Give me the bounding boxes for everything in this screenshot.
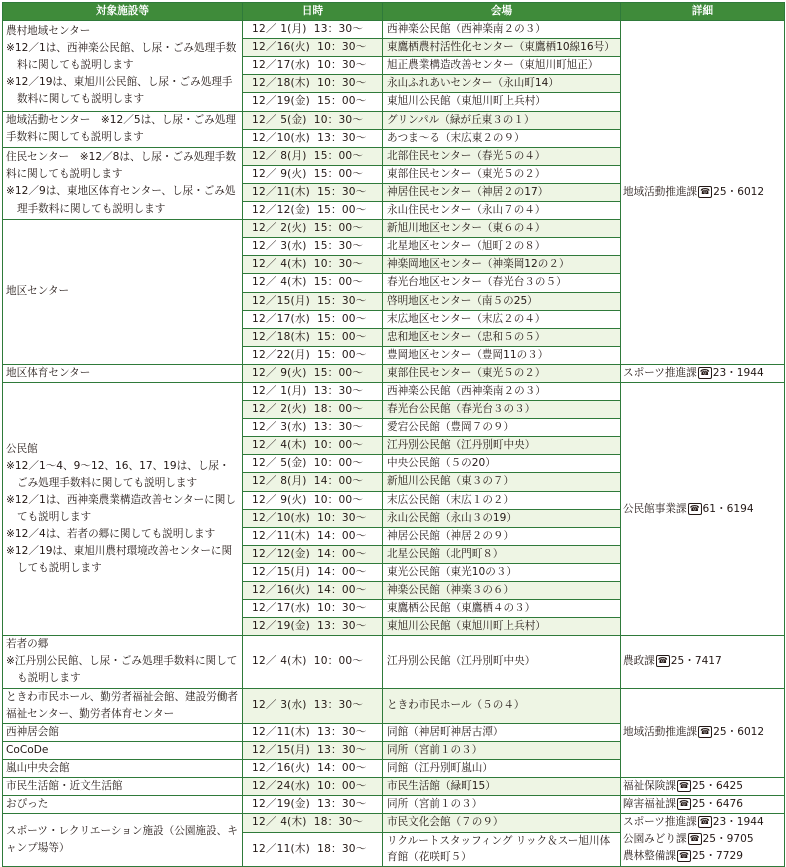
- datetime-cell: [243, 419, 383, 437]
- venue-cell: 市民文化会館（７の９）: [383, 814, 621, 833]
- detail-line: 農林整備課 ☎ 25・7729: [623, 850, 743, 863]
- facility-line: ※12／4は、若者の郷に関しても説明します: [6, 528, 216, 541]
- facility-line: 地区体育センター: [6, 366, 91, 379]
- time-text: 15：00～: [317, 312, 367, 325]
- time-text: 15：00～: [317, 348, 367, 361]
- time-text: 10：00～: [313, 439, 364, 452]
- datetime-cell: [243, 183, 383, 201]
- header-row: [3, 3, 785, 21]
- facility-line: ※12／19は、東旭川公民館、し尿・ごみ処理手数料に関しても説明します: [6, 76, 233, 106]
- phone-icon: ☎: [699, 817, 710, 827]
- datetime-cell: [243, 57, 383, 75]
- time-text: 10：30～: [317, 602, 367, 615]
- venue-cell: 春光台地区センター（春光台３の５）: [383, 274, 621, 292]
- phone-icon: ☎: [678, 781, 689, 791]
- header-datetime: 日時: [243, 3, 383, 21]
- date-text: 12／ 4(木): [252, 276, 307, 289]
- venue-cell: 末広公民館（末広１の２）: [383, 491, 621, 509]
- table-row: [3, 636, 785, 688]
- facility-line: 住民センター ※12／8は、し尿・ごみ処理手数料に関しても説明します: [6, 151, 236, 181]
- time-text: 15：00～: [317, 95, 367, 108]
- facility-cell: [3, 778, 243, 796]
- facility-cell: [3, 382, 243, 635]
- date-text: 12／ 5(金): [252, 457, 307, 470]
- phone-icon: ☎: [678, 799, 689, 809]
- time-text: 15：30～: [317, 294, 367, 307]
- venue-cell: 新旭川地区センター（東６の４）: [383, 220, 621, 238]
- datetime-cell: [243, 778, 383, 796]
- facility-cell: [3, 759, 243, 777]
- date-text: 12／15(月): [252, 743, 311, 756]
- datetime-cell: [243, 527, 383, 545]
- venue-cell: 北星公民館（北門町８）: [383, 545, 621, 563]
- time-text: 13：30～: [317, 743, 367, 756]
- date-text: 12／24(水): [252, 780, 311, 793]
- datetime-cell: [243, 310, 383, 328]
- datetime-cell: [243, 21, 383, 39]
- date-text: 12／16(火): [252, 584, 311, 596]
- detail-line: スポーツ推進課 ☎ 23・1944: [623, 816, 764, 829]
- venue-cell: 東部住民センター（東光５の２）: [383, 364, 621, 382]
- facility-line: 農村地域センター: [6, 25, 91, 38]
- date-text: 12／18(木): [252, 330, 311, 343]
- detail-cell: 公民館事業課 ☎ 61・6194: [621, 382, 785, 635]
- datetime-cell: [243, 455, 383, 473]
- venue-cell: 西神楽公民館（西神楽南２の３）: [383, 382, 621, 400]
- time-text: 14：00～: [313, 475, 364, 488]
- date-text: 12／19(金): [252, 620, 311, 633]
- venue-cell: 同所（宮前１の３）: [383, 741, 621, 759]
- table-row: [3, 21, 785, 39]
- facility-line: 若者の郷: [6, 638, 49, 651]
- datetime-cell: [243, 39, 383, 57]
- date-text: 12／17(水): [252, 602, 311, 615]
- date-text: 12／16(火): [252, 41, 311, 54]
- date-text: 12／ 9(火): [252, 493, 307, 506]
- time-text: 15：30～: [317, 185, 367, 198]
- venue-cell: 同館（神居町神居古潭）: [383, 723, 621, 741]
- time-text: 14：00～: [317, 565, 367, 578]
- venue-cell: 西神楽公民館（西神楽南２の３）: [383, 21, 621, 39]
- detail-cell: 地域活動推進課 ☎ 25・6012: [621, 21, 785, 365]
- facility-cell: [3, 723, 243, 741]
- venue-cell: 愛宕公民館（豊岡７の９）: [383, 419, 621, 437]
- date-text: 12／11(木): [252, 842, 311, 855]
- venue-cell: 中央公民館（５の20）: [383, 455, 621, 473]
- facility-line: 嵐山中央会館: [6, 761, 70, 774]
- facility-line: 公民館: [6, 442, 38, 455]
- date-text: 12／12(金): [252, 547, 311, 560]
- time-text: 13：30～: [313, 23, 364, 36]
- venue-cell: 江丹別公民館（江丹別町中央）: [383, 437, 621, 455]
- time-text: 15：00～: [313, 222, 364, 235]
- datetime-cell: [243, 796, 383, 814]
- venue-cell: 永山住民センター（永山７の４）: [383, 202, 621, 220]
- venue-cell: 永山ふれあいセンター（永山町14）: [383, 75, 621, 93]
- venue-cell: 東旭川公民館（東旭川町上兵村）: [383, 618, 621, 636]
- facility-line: おぴった: [6, 798, 49, 811]
- venue-cell: 春光台公民館（春光台３の３）: [383, 401, 621, 419]
- facility-cell: [3, 796, 243, 814]
- date-text: 12／ 4(木): [252, 655, 307, 668]
- venue-cell: 新旭川公民館（東３の７）: [383, 473, 621, 491]
- venue-cell: 東光公民館（東光10の３）: [383, 563, 621, 581]
- date-text: 12／22(月): [252, 348, 311, 361]
- venue-cell: 啓明地区センター（南５の25）: [383, 292, 621, 310]
- time-text: 10：30～: [313, 258, 364, 271]
- date-text: 12／ 5(金): [252, 113, 307, 126]
- date-text: 12／ 4(木): [252, 439, 307, 452]
- time-text: 18：30～: [313, 816, 364, 829]
- time-text: 13：30～: [317, 725, 367, 738]
- venue-cell: 旭正農業構造改善センター（東旭川町旭正）: [383, 57, 621, 75]
- time-text: 10：30～: [317, 41, 367, 54]
- venue-cell: 末広地区センター（末広２の４）: [383, 310, 621, 328]
- datetime-cell: [243, 473, 383, 491]
- date-text: 12／15(月): [252, 565, 311, 578]
- venue-cell: 東旭川公民館（東旭川町上兵村）: [383, 93, 621, 111]
- venue-cell: リクルートスタッフィング リック＆スー旭川体育館（花咲町５）: [383, 832, 621, 866]
- phone-icon: ☎: [689, 503, 700, 513]
- date-text: 12／17(水): [252, 312, 311, 325]
- date-text: 12／ 2(火): [252, 403, 307, 416]
- datetime-cell: [243, 832, 383, 866]
- datetime-cell: [243, 111, 383, 129]
- header-venue: 会場: [383, 3, 621, 21]
- facility-cell: [3, 111, 243, 147]
- time-text: 18：00～: [313, 403, 364, 416]
- date-text: 12／ 9(火): [252, 167, 307, 180]
- facility-cell: [3, 636, 243, 688]
- datetime-cell: [243, 292, 383, 310]
- header-facility: 対象施設等: [3, 3, 243, 21]
- time-text: 18：30～: [317, 842, 367, 855]
- time-text: 14：00～: [317, 547, 367, 560]
- time-text: 10：30～: [317, 77, 367, 90]
- facility-line: 西神居会館: [6, 725, 59, 738]
- date-text: 12／15(月): [252, 294, 311, 307]
- time-text: 15：00～: [313, 149, 364, 162]
- facility-line: 地域活動センター ※12／5は、し尿・ごみ処理手数料に関しても説明します: [6, 114, 236, 144]
- datetime-cell: [243, 93, 383, 111]
- time-text: 13：30～: [317, 131, 367, 144]
- date-text: 12／ 1(月): [252, 23, 307, 36]
- venue-cell: 神居住民センター（神居２の17）: [383, 183, 621, 201]
- header-detail: 詳細: [621, 3, 785, 21]
- datetime-cell: [243, 741, 383, 759]
- venue-cell: ときわ市民ホール（５の４）: [383, 688, 621, 723]
- date-text: 12／11(木): [252, 725, 311, 738]
- phone-icon: ☎: [657, 656, 668, 666]
- detail-cell: [621, 814, 785, 866]
- detail-cell: スポーツ推進課 ☎ 23・1944: [621, 364, 785, 382]
- venue-cell: 豊岡地区センター（豊岡11の３）: [383, 346, 621, 364]
- table-row: [3, 778, 785, 796]
- facility-cell: [3, 741, 243, 759]
- facility-line: CoCoDe: [6, 743, 49, 756]
- date-text: 12／19(金): [252, 95, 311, 108]
- venue-cell: あつま～る（末広東２の９）: [383, 129, 621, 147]
- date-text: 12／12(金): [252, 204, 311, 217]
- time-text: 10：00～: [313, 457, 364, 470]
- datetime-cell: [243, 238, 383, 256]
- table-row: [3, 364, 785, 382]
- facility-cell: [3, 688, 243, 723]
- phone-icon: ☎: [700, 186, 711, 196]
- facility-line: ※江丹別公民館、し尿・ごみ処理手数料に関しても説明します: [6, 655, 238, 685]
- facility-line: 市民生活館・近文生活館: [6, 780, 123, 793]
- time-text: 15：00～: [317, 330, 367, 343]
- time-text: 13：30～: [313, 699, 364, 712]
- phone-icon: ☎: [678, 851, 689, 861]
- datetime-cell: [243, 509, 383, 527]
- facility-line: 地区センター: [6, 285, 70, 298]
- facility-line: ※12／9は、東地区体育センター、し尿・ごみ処理手数料に関しても説明します: [6, 185, 236, 215]
- date-text: 12／19(金): [252, 798, 311, 811]
- date-text: 12／ 4(木): [252, 258, 307, 271]
- datetime-cell: [243, 346, 383, 364]
- time-text: 14：00～: [317, 761, 367, 774]
- venue-cell: 永山公民館（永山３の19）: [383, 509, 621, 527]
- detail-line: 公園みどり課 ☎ 25・9705: [623, 833, 754, 846]
- datetime-cell: [243, 382, 383, 400]
- venue-cell: 忠和地区センター（忠和５の５）: [383, 328, 621, 346]
- time-text: 10：30～: [317, 511, 367, 524]
- facility-line: ※12／1は、西神楽公民館、し尿・ごみ処理手数料に関しても説明します: [6, 42, 237, 72]
- venue-cell: 市民生活館（緑町15）: [383, 778, 621, 796]
- detail-cell: 福祉保険課 ☎ 25・6425: [621, 778, 785, 796]
- datetime-cell: [243, 563, 383, 581]
- time-text: 10：00～: [313, 493, 364, 506]
- datetime-cell: [243, 545, 383, 563]
- date-text: 12／11(木): [252, 185, 311, 198]
- date-text: 12／ 3(水): [252, 699, 307, 712]
- venue-cell: 東鷹栖公民館（東鷹栖４の３）: [383, 600, 621, 618]
- datetime-cell: [243, 582, 383, 600]
- venue-cell: 神楽公民館（神楽３の６）: [383, 582, 621, 600]
- datetime-cell: [243, 491, 383, 509]
- time-text: 13：30～: [317, 798, 367, 811]
- phone-icon: ☎: [689, 834, 700, 844]
- table-row: [3, 688, 785, 723]
- datetime-cell: [243, 759, 383, 777]
- datetime-cell: [243, 147, 383, 165]
- datetime-cell: [243, 688, 383, 723]
- datetime-cell: [243, 328, 383, 346]
- time-text: 15：00～: [313, 366, 364, 379]
- venue-cell: 神楽岡地区センター（神楽岡12の２）: [383, 256, 621, 274]
- datetime-cell: [243, 618, 383, 636]
- datetime-cell: [243, 600, 383, 618]
- datetime-cell: [243, 202, 383, 220]
- time-text: 15：00～: [313, 276, 364, 289]
- time-text: 13：30～: [313, 421, 364, 434]
- facility-line: ※12／19は、東旭川農村環境改善センターに関しても説明します: [6, 545, 233, 575]
- detail-cell: 障害福祉課 ☎ 25・6476: [621, 796, 785, 814]
- datetime-cell: [243, 636, 383, 688]
- date-text: 12／18(木): [252, 77, 311, 90]
- time-text: 10：30～: [313, 113, 364, 126]
- time-text: 14：00～: [317, 529, 367, 542]
- time-text: 14：00～: [317, 584, 367, 596]
- schedule-table: [2, 2, 785, 867]
- datetime-cell: [243, 256, 383, 274]
- datetime-cell: [243, 165, 383, 183]
- time-text: 15：00～: [317, 204, 367, 217]
- datetime-cell: [243, 437, 383, 455]
- phone-icon: ☎: [700, 727, 711, 737]
- datetime-cell: [243, 129, 383, 147]
- time-text: 10：00～: [317, 780, 367, 793]
- facility-line: ときわ市民ホール、勤労者福祉会館、建設労働者福祉センター、勤労者体育センター: [6, 690, 239, 720]
- facility-line: スポーツ・レクリエーション施設（公園施設、キャンプ場等）: [6, 824, 238, 854]
- table-row: [3, 796, 785, 814]
- facility-cell: [3, 364, 243, 382]
- facility-line: ※12／1は、西神楽農業構造改善センターに関しても説明します: [6, 494, 236, 524]
- facility-line: ※12／1～4、9～12、16、17、19は、し尿・ごみ処理手数料に関しても説明します: [6, 459, 230, 489]
- time-text: 13：30～: [317, 620, 367, 633]
- venue-cell: 東部住民センター（東光５の２）: [383, 165, 621, 183]
- datetime-cell: [243, 364, 383, 382]
- date-text: 12／ 1(月): [252, 384, 307, 397]
- time-text: 13：30～: [313, 384, 364, 397]
- facility-cell: [3, 147, 243, 219]
- venue-cell: 神居公民館（神居２の９）: [383, 527, 621, 545]
- date-text: 12／16(火): [252, 761, 311, 774]
- time-text: 15：30～: [313, 240, 364, 253]
- detail-cell: 農政課 ☎ 25・7417: [621, 636, 785, 688]
- detail-cell: 地域活動推進課 ☎ 25・6012: [621, 688, 785, 777]
- datetime-cell: [243, 814, 383, 833]
- venue-cell: 同所（宮前１の３）: [383, 796, 621, 814]
- datetime-cell: [243, 274, 383, 292]
- date-text: 12／17(水): [252, 59, 311, 72]
- venue-cell: 江丹別公民館（江丹別町中央）: [383, 636, 621, 688]
- date-text: 12／10(水): [252, 511, 311, 524]
- venue-cell: 北星地区センター（旭町２の８）: [383, 238, 621, 256]
- time-text: 10：30～: [317, 59, 367, 72]
- schedule-body: [3, 21, 785, 866]
- date-text: 12／10(水): [252, 131, 311, 144]
- datetime-cell: [243, 401, 383, 419]
- time-text: 10：00～: [313, 655, 364, 668]
- table-row: [3, 814, 785, 833]
- venue-cell: グリンパル（緑が丘東３の１）: [383, 111, 621, 129]
- time-text: 15：00～: [313, 167, 364, 180]
- date-text: 12／11(木): [252, 529, 311, 542]
- venue-cell: 東鷹栖農村活性化センター（東鷹栖10線16号）: [383, 39, 621, 57]
- date-text: 12／ 3(水): [252, 240, 307, 253]
- datetime-cell: [243, 220, 383, 238]
- date-text: 12／ 8(月): [252, 475, 307, 488]
- date-text: 12／ 9(火): [252, 366, 307, 379]
- venue-cell: 北部住民センター（春光５の４）: [383, 147, 621, 165]
- facility-cell: [3, 814, 243, 866]
- phone-icon: ☎: [699, 367, 710, 377]
- date-text: 12／ 8(月): [252, 149, 307, 162]
- venue-cell: 同館（江丹別町嵐山）: [383, 759, 621, 777]
- date-text: 12／ 4(木): [252, 816, 307, 829]
- table-row: [3, 382, 785, 400]
- date-text: 12／ 2(火): [252, 222, 307, 235]
- datetime-cell: [243, 723, 383, 741]
- facility-cell: [3, 220, 243, 365]
- date-text: 12／ 3(水): [252, 421, 307, 434]
- datetime-cell: [243, 75, 383, 93]
- facility-cell: [3, 21, 243, 111]
